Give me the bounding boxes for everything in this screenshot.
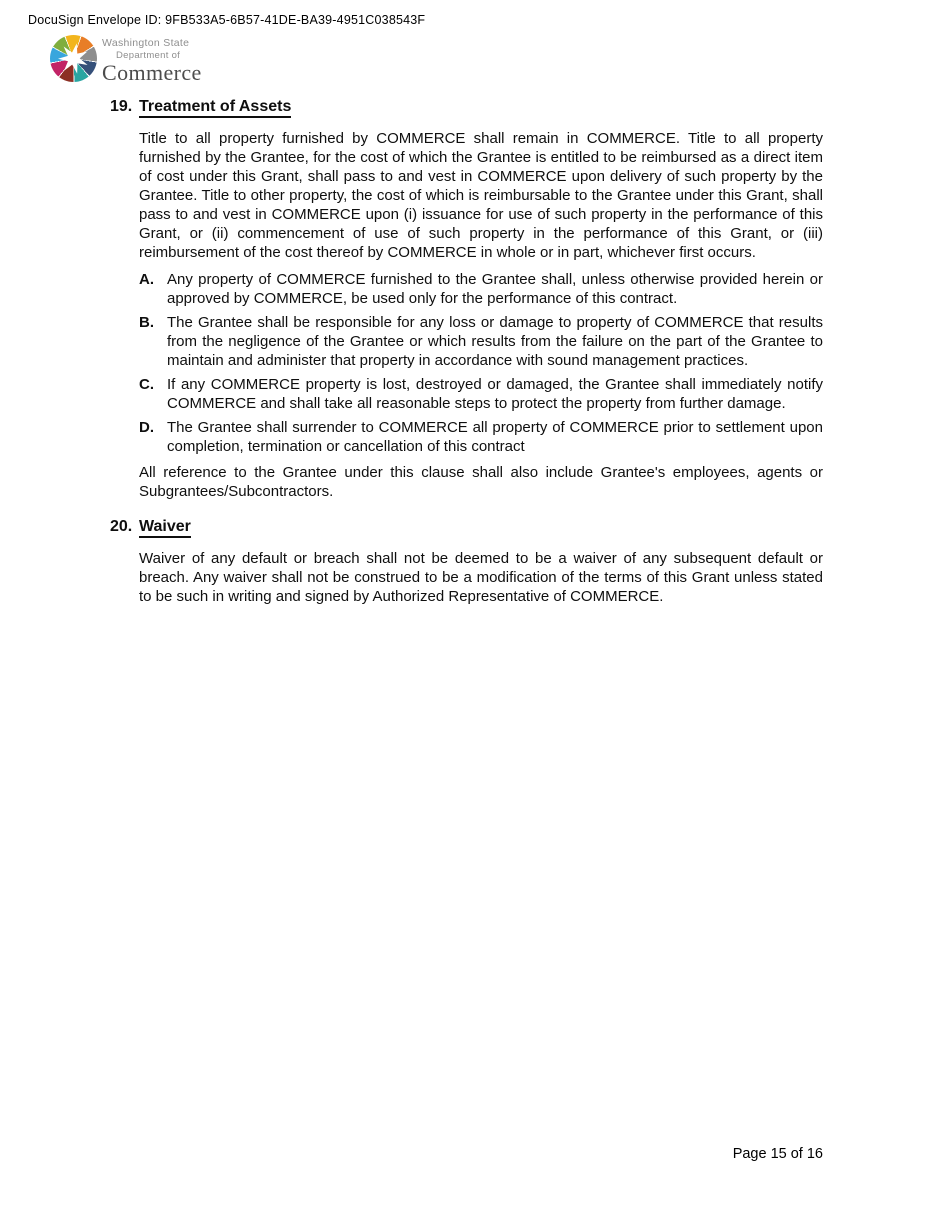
list-item-d-label: D. xyxy=(139,419,154,436)
section-20-paragraph: Waiver of any default or breach shall not be deemed to be a waiver of any subsequent default or breach. Any waiver shall not be construed to be a modification of the terms of this Grant unless stated to be such in writing and signed by Authorized Representative of COMMERCE. xyxy=(139,550,823,605)
pinwheel-logo-icon xyxy=(50,35,97,82)
logo-wordmark: Commerce xyxy=(102,60,202,85)
logo-department-line: Department of xyxy=(116,49,181,61)
section-19-number: 19. xyxy=(110,98,133,115)
list-item-a-label: A. xyxy=(139,271,154,288)
section-19-heading xyxy=(110,97,823,116)
list-item-d xyxy=(139,418,823,456)
section-19-title: Treatment of Assets xyxy=(139,98,291,118)
list-item-b xyxy=(139,313,823,370)
list-item-a-text: Any property of COMMERCE furnished to the Grantee shall, unless otherwise provided herein or approved by COMMERCE, be used only for the performance of this contract. xyxy=(167,271,823,307)
section-19-closing-paragraph: All reference to the Grantee under this clause shall also include Grantee's employees, agents or Subgrantees/Subcontractors. xyxy=(139,464,823,500)
logo-state-line: Washington State xyxy=(102,37,190,49)
list-item-a xyxy=(139,270,823,308)
list-item-c-label: C. xyxy=(139,376,154,393)
list-item-b-text: The Grantee shall be responsible for any loss or damage to property of COMMERCE that results from the negligence of the Grantee or which results from the failure on the part of the Grantee to maintain and administer that property in accordance with sound management practices. xyxy=(167,314,823,369)
section-treatment-of-assets xyxy=(110,97,823,501)
section-20-heading xyxy=(110,517,823,536)
list-item-c-text: If any COMMERCE property is lost, destroyed or damaged, the Grantee shall immediately notify COMMERCE and shall take all reasonable steps to protect the property from further damage. xyxy=(167,376,823,412)
list-item-b-label: B. xyxy=(139,314,154,331)
page-number: Page 15 of 16 xyxy=(732,1146,823,1162)
section-19-intro-paragraph: Title to all property furnished by COMMERCE shall remain in COMMERCE. Title to all property furnished by the Grantee, for the cost of which the Grantee is entitled to be reimbursed as a direct item of cost under this Grant, shall pass to and vest in COMMERCE upon delivery of such property by the Grantee. Title to other property, the cost of which is reimbursable to the Grantee under this Grant, shall pass to and vest in COMMERCE upon (i) issuance for use of such property in the performance of this Grant, or (ii) commencement of use of such property in the performance of this Grant, or (iii) reimbursement of the cost thereof by COMMERCE in whole or in part, whichever first occurs. xyxy=(139,130,823,261)
logo-text-block xyxy=(102,35,202,84)
document-body xyxy=(110,97,823,614)
list-item-c xyxy=(139,375,823,413)
docusign-envelope-id: DocuSign Envelope ID: 9FB533A5-6B57-41DE-BA39-4951C038543F xyxy=(28,13,426,27)
commerce-logo xyxy=(50,35,202,84)
list-item-d-text: The Grantee shall surrender to COMMERCE all property of COMMERCE prior to settlement upon completion, termination or cancellation of this contract xyxy=(167,419,823,455)
section-20-number: 20. xyxy=(110,518,133,535)
section-waiver xyxy=(110,517,823,606)
section-20-title: Waiver xyxy=(139,518,191,538)
section-19-list xyxy=(139,270,823,456)
